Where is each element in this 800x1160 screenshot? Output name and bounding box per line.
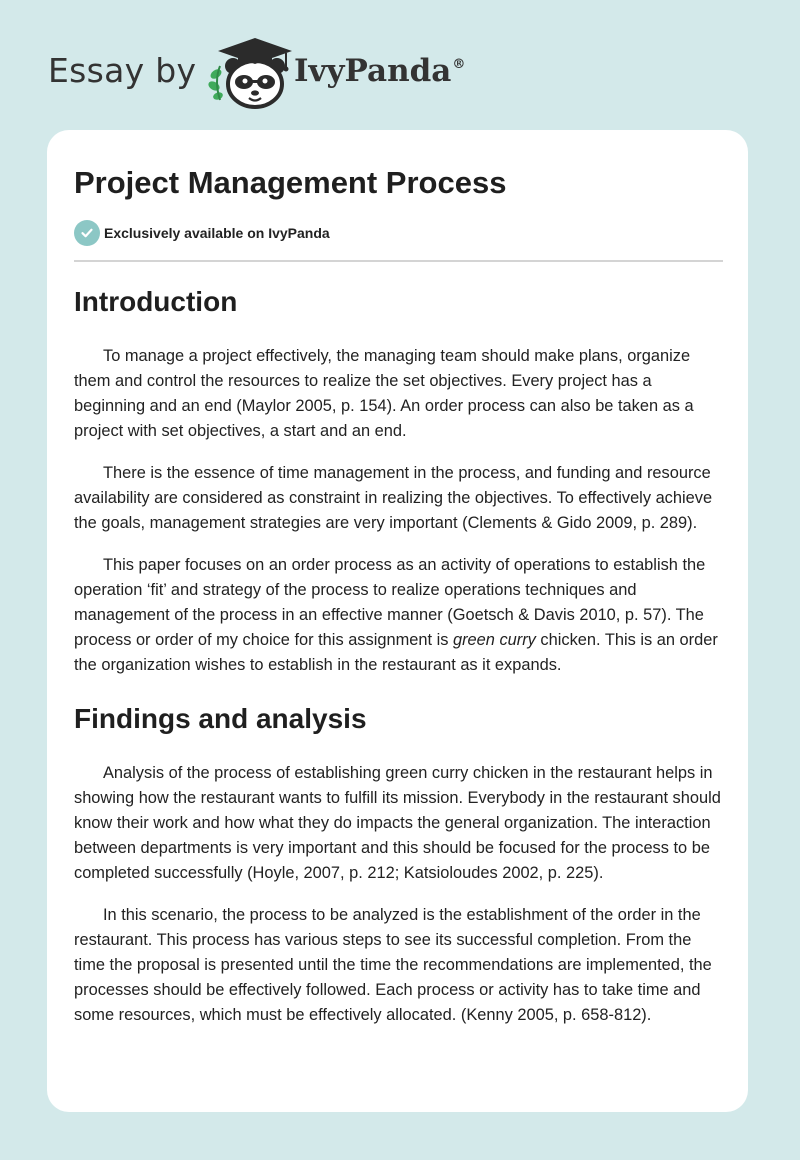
exclusive-badge-label: Exclusively available on IvyPanda bbox=[104, 225, 330, 241]
page-title: Project Management Process bbox=[74, 165, 507, 200]
section-heading-findings: Findings and analysis bbox=[74, 703, 367, 734]
panda-graduation-cap-logo[interactable] bbox=[200, 36, 300, 110]
exclusive-badge bbox=[74, 220, 723, 246]
essay-by-label: Essay by bbox=[48, 51, 197, 90]
brand-name[interactable]: IvyPanda® bbox=[294, 53, 466, 89]
divider bbox=[74, 260, 723, 262]
paragraph: Analysis of the process of establishing green curry chicken in the restaurant helps in showing how the restaurant wants to fulfill its mission. Everybody in the restaurant should know their work and how what they do impacts the general organization. The interaction between departments is very important and this should be focused for the process to be completed successfully (Hoyle, 2007, p. 212; Katsioloudes 2002, p. 225). bbox=[74, 764, 721, 882]
check-circle-icon bbox=[74, 220, 100, 246]
emphasis-text: green curry bbox=[452, 631, 536, 649]
site-header bbox=[48, 36, 508, 112]
registered-mark: ® bbox=[452, 56, 466, 72]
section-heading-introduction: Introduction bbox=[74, 286, 238, 317]
paragraph: To manage a project effectively, the managing team should make plans, organize them and control the resources to realize the set objectives. Every project has a beginning and an end (Maylor 2005, p. 154). An order process can also be taken as a project with set objectives, a start and an end. bbox=[74, 347, 694, 440]
essay-content bbox=[74, 160, 723, 1028]
paragraph: This paper focuses on an order process as an activity of operations to establish the operation ‘fit’ and strategy of the process to realize operations techniques and management of the process in an effective manner (Goetsch & Davis 2010, p. 57). The process or order of my choice for this assignment is green curry chicken. This is an order the organization wishes to establish in the restaurant as it expands. bbox=[74, 556, 718, 674]
paragraph: In this scenario, the process to be analyzed is the establishment of the order in the restaurant. This process has various steps to see its successful completion. From the time the proposal is presented until the time the recommendations are implemented, the processes should be effectively followed. Each process or activity has to take time and some resources, which must be effectively allocated. (Kenny 2005, p. 658-812). bbox=[74, 906, 712, 1024]
paragraph: There is the essence of time management in the process, and funding and resource availability are considered as constraint in realizing the objectives. To effectively achieve the goals, management strategies are very important (Clements & Gido 2009, p. 289). bbox=[74, 464, 713, 532]
essay-card bbox=[47, 130, 748, 1112]
